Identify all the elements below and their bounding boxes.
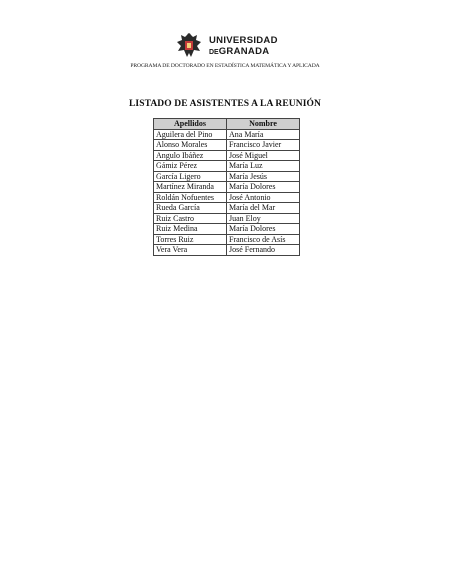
cell-nombre: José Miguel: [227, 150, 300, 161]
table-row: [154, 129, 300, 140]
cell-apellidos: Vera Vera: [154, 245, 227, 256]
table-body: [154, 129, 300, 255]
university-crest-icon: [175, 31, 203, 61]
table-row: [154, 224, 300, 235]
cell-nombre: María Luz: [227, 161, 300, 172]
logo-line-2: [209, 46, 278, 58]
university-logo: [175, 30, 285, 62]
table-header-row: [154, 119, 300, 130]
cell-nombre: Francisco de Asís: [227, 234, 300, 245]
cell-nombre: María Dolores: [227, 182, 300, 193]
cell-nombre: José Fernando: [227, 245, 300, 256]
table-row: [154, 161, 300, 172]
cell-nombre: Juan Eloy: [227, 213, 300, 224]
cell-nombre: María Dolores: [227, 224, 300, 235]
table-row: [154, 182, 300, 193]
logo-line-1: UNIVERSIDAD: [209, 34, 278, 46]
cell-nombre: Ana María: [227, 129, 300, 140]
table-row: [154, 150, 300, 161]
column-header-apellidos: Apellidos: [154, 119, 227, 130]
cell-apellidos: Angulo Ibáñez: [154, 150, 227, 161]
cell-apellidos: Alonso Morales: [154, 140, 227, 151]
cell-nombre: Francisco Javier: [227, 140, 300, 151]
program-heading: PROGRAMA DE DOCTORADO EN ESTADÍSTICA MATEMÁTICA Y APLICADA: [130, 63, 320, 69]
cell-nombre: María del Mar: [227, 203, 300, 214]
cell-apellidos: Ruiz Medina: [154, 224, 227, 235]
table-row: [154, 140, 300, 151]
cell-apellidos: Aguilera del Pino: [154, 129, 227, 140]
cell-apellidos: Ruiz Castro: [154, 213, 227, 224]
logo-prefix: DE: [209, 48, 219, 56]
column-header-nombre: Nombre: [227, 119, 300, 130]
cell-apellidos: Gámiz Pérez: [154, 161, 227, 172]
cell-nombre: María Jesús: [227, 171, 300, 182]
logo-wordmark: [209, 35, 278, 58]
cell-apellidos: García Ligero: [154, 171, 227, 182]
table-row: [154, 234, 300, 245]
cell-apellidos: Martínez Miranda: [154, 182, 227, 193]
logo-name: GRANADA: [218, 45, 270, 57]
table-row: [154, 203, 300, 214]
table-row: [154, 171, 300, 182]
cell-apellidos: Torres Ruiz: [154, 234, 227, 245]
table-row: [154, 245, 300, 256]
table-row: [154, 213, 300, 224]
attendees-table: [153, 118, 300, 256]
page-title: LISTADO DE ASISTENTES A LA REUNIÓN: [129, 99, 321, 109]
cell-nombre: José Antonio: [227, 192, 300, 203]
cell-apellidos: Rueda García: [154, 203, 227, 214]
table-row: [154, 192, 300, 203]
cell-apellidos: Roldán Nofuentes: [154, 192, 227, 203]
